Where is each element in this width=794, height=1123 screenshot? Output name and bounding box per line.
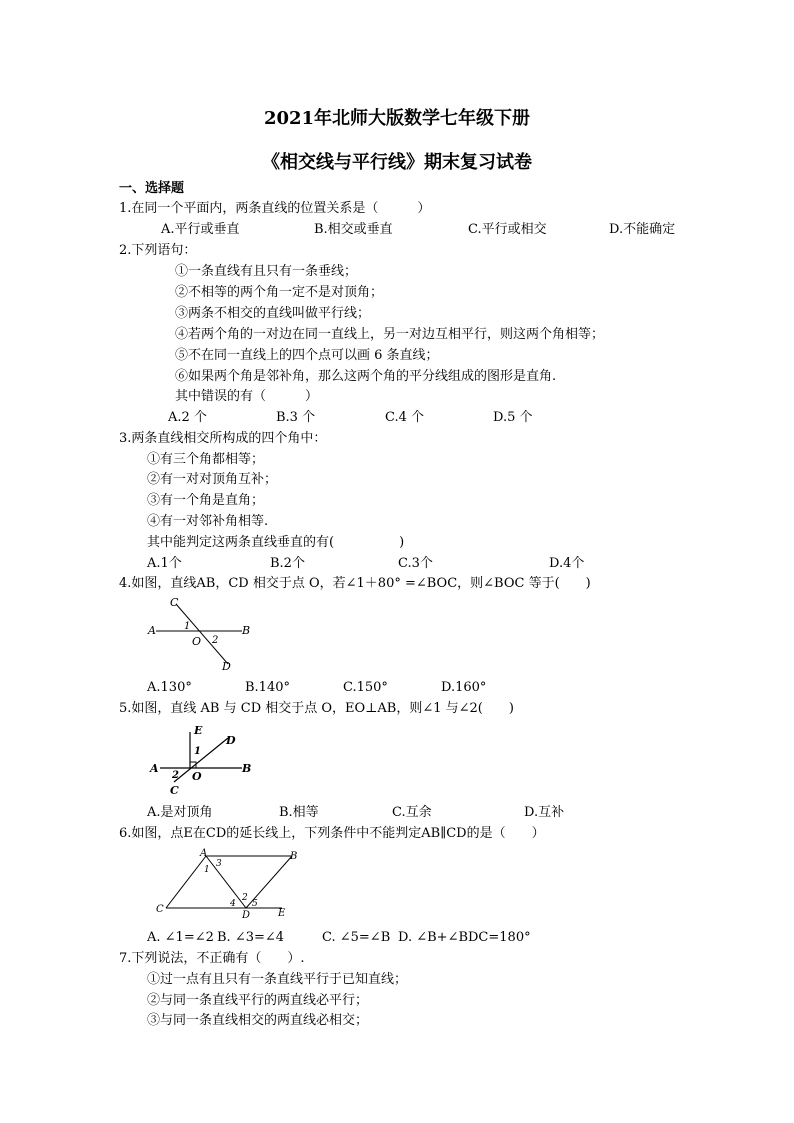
q1-stem: 1.在同一个平面内，两条直线的位置关系是（ ） [119,201,431,216]
label-a: A [150,762,159,775]
q3-option-d: D.4个 [549,556,585,571]
section-heading: 一、选择题 [119,181,185,196]
label-d: D [226,734,236,747]
label-a: A [148,624,156,637]
q2-item-1: ①一条直线有且只有一条垂线； [175,264,358,279]
label-o: O [192,635,202,648]
segment-ad [206,856,246,908]
angle-2-label: 2 [172,770,179,781]
q4-option-c: C.150° [343,680,388,695]
angle-2-label: 2 [242,893,248,903]
q4-stem: 4.如图，直线AB，CD 相交于点 O，若∠1＋80° =∠BOC，则∠BOC 等于( ) [119,576,591,591]
q5-option-a: A.是对顶角 [147,805,213,820]
q3-stem: 3.两条直线相交所构成的四个角中： [119,431,327,446]
angle-4-label: 4 [230,899,236,909]
q7-item-1: ①过一点有且只有一条直线平行于已知直线； [147,972,408,987]
q3-item-2: ②有一对对顶角互补； [147,472,278,487]
q2-item-5: ⑤不在同一直线上的四个点可以画 6 条直线； [175,348,439,363]
q6-stem: 6.如图，点E在CD的延长线上，下列条件中不能判定AB∥CD的是（ ） [119,826,545,841]
q1-option-c: C.平行或相交 [468,222,547,237]
q4-option-b: B.140° [245,680,290,695]
document-subtitle: 《相交线与平行线》期末复习试卷 [262,152,532,173]
q4-figure [146,596,250,672]
angle-5-label: 5 [252,899,258,909]
angle-1-label: 1 [194,746,201,757]
q7-item-2: ②与同一条直线平行的两直线必平行； [147,993,369,1008]
q2-option-a: A.2 个 [168,410,207,425]
q5-option-d: D.互补 [524,805,565,820]
q3-item-4: ④有一对邻补角相等. [147,514,269,529]
label-c: C [170,596,179,609]
q3-item-1: ①有三个角都相等； [147,452,265,467]
q5-stem: 5.如图，直线 AB 与 CD 相交于点 O，EO⊥AB，则∠1 与∠2( ) [119,701,514,716]
angle-2-label: 2 [212,635,219,646]
label-c: C [170,784,179,796]
q7-stem: 7.下列说法，不正确有（ ）. [119,951,305,966]
q2-stem: 2.下列语句： [119,243,197,258]
q2-option-b: B.3 个 [276,410,316,425]
angle-3-label: 3 [216,859,222,869]
label-a: A [200,848,208,859]
q2-item-3: ③两条不相交的直线叫做平行线； [175,306,371,321]
document-title: 2021年北师大版数学七年级下册 [263,108,531,129]
label-b: B [242,762,252,775]
q5-option-b: B.相等 [279,805,319,820]
label-b: B [242,624,250,637]
label-c: C [156,904,164,915]
q6-option-b: B. ∠3=∠4 [217,930,285,945]
q3-option-a: A.1个 [147,556,182,571]
q3-item-3: ③有一个角是直角； [147,493,265,508]
label-e: E [278,908,286,919]
q2-item-6: ⑥如果两个角是邻补角，那么这两个角的平分线组成的图形是直角. [175,369,557,384]
segment-ac [166,856,206,908]
q3-option-c: C.3个 [398,556,433,571]
q3-option-b: B.2个 [270,556,305,571]
q5-option-c: C.互余 [392,805,432,820]
angle-1-label: 1 [184,621,191,632]
q6-option-d: D. ∠B+∠BDC=180° [398,930,531,945]
angle-1-label: 1 [204,865,210,875]
q3-ask: 其中能判定这两条直线垂直的有( ) [147,535,405,550]
label-o: O [192,770,202,783]
q2-option-d: D.5 个 [493,410,533,425]
q4-option-d: D.160° [441,680,487,695]
label-d: D [242,910,251,920]
q7-item-3: ③与同一条直线相交的两直线必相交； [147,1013,369,1028]
q2-ask: 其中错误的有（ ） [175,389,319,404]
label-d: D [222,660,231,672]
q6-option-c: C. ∠5=∠B [322,930,391,945]
label-b: B [290,851,298,862]
q2-item-2: ②不相等的两个角一定不是对顶角； [175,285,384,300]
q5-figure [146,722,252,796]
q4-option-a: A.130° [147,680,192,695]
q1-option-a: A.平行或垂直 [161,222,240,237]
q2-item-4: ④若两个角的一对边在同一直线上，另一对边互相平行，则这两个角相等； [175,327,605,342]
q1-option-b: B.相交或垂直 [314,222,393,237]
label-e: E [194,724,203,737]
q1-option-d: D.不能确定 [609,222,676,237]
q6-option-a: A. ∠1=∠2 [147,930,214,945]
line-cd [176,604,228,664]
q6-figure [150,848,300,920]
q2-option-c: C.4 个 [385,410,425,425]
